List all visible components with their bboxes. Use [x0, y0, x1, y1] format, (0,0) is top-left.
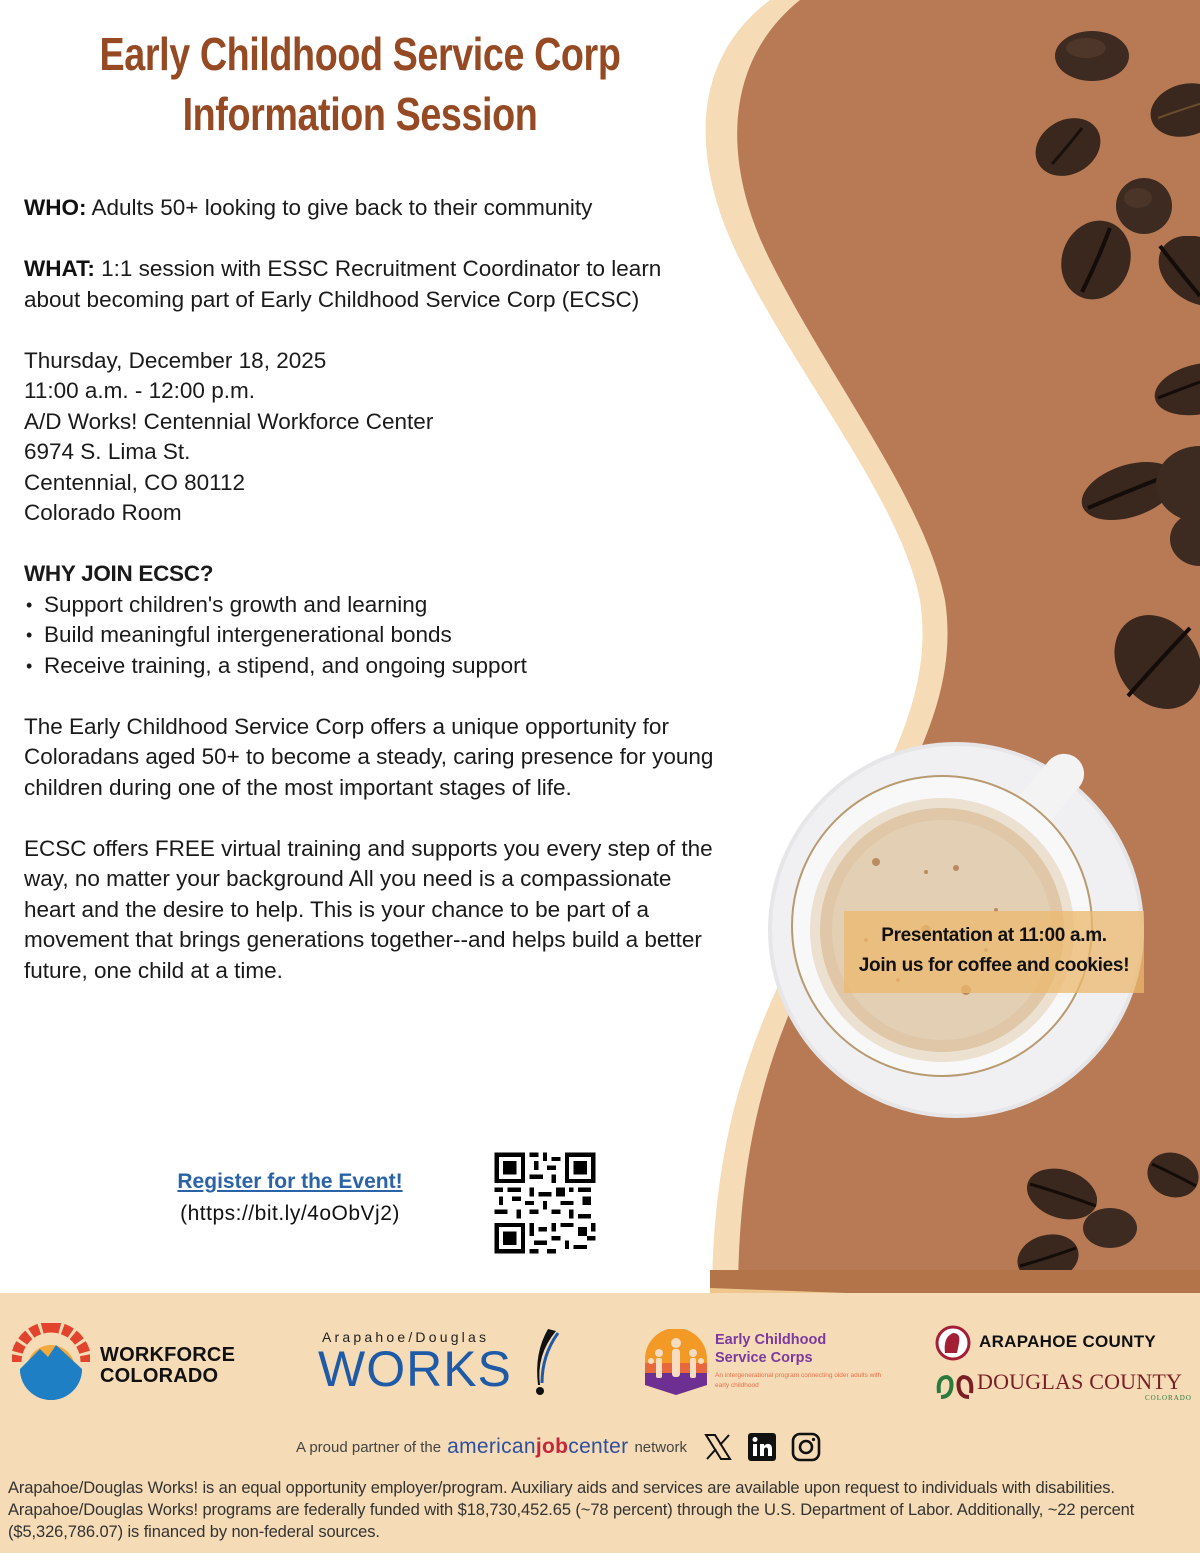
- title-line-2: Information Session: [182, 88, 538, 140]
- what-text: 1:1 session with ESSC Recruitment Coordinator to learn about becoming part of Early Childhood Service Corp (ECSC): [24, 256, 662, 312]
- children-group-icon: [643, 1329, 709, 1395]
- douglas-county-sub: COLORADO: [1145, 1394, 1192, 1402]
- why-heading: WHY JOIN ECSC?: [24, 561, 214, 586]
- coffee-bean-icon: [1152, 362, 1200, 416]
- register-url: (https://bit.ly/4oObVj2): [180, 1202, 400, 1225]
- american-job-center-logo[interactable]: [447, 1435, 628, 1459]
- coffee-bean-icon: [1168, 510, 1200, 568]
- register-block: [145, 1166, 435, 1230]
- partner-prefix: A proud partner of the: [296, 1438, 442, 1456]
- why-list: [24, 590, 724, 682]
- description-paragraph: The Early Childhood Service Corp offers a unique opportunity for Coloradans aged 50+ to become a steady, caring presence for young children during one of the most important stages of life.: [24, 713, 714, 800]
- disclaimer-text: Arapahoe/Douglas Works! is an equal opportunity employer/program. Auxiliary aids and services are available upon request to individuals with disabilities. Arapahoe/Douglas Works! programs are federally funded with $18,730,452.65 (~78 percent) through the U.S. Department of Labor. Additionally, ~22 percent ($5,326,786.07) is financed by non-federal sources.: [8, 1479, 1135, 1541]
- ecsc-tagline: An intergenerational program connecting older adults with early childhood: [715, 1372, 882, 1389]
- coffee-bean-icon: [1108, 606, 1200, 712]
- who-section: [24, 193, 724, 224]
- event-street: 6974 S. Lima St.: [24, 439, 191, 464]
- promo-line-2: Join us for coffee and cookies!: [858, 955, 1130, 976]
- ecsc-line-1: Early Childhood: [715, 1332, 827, 1348]
- arapahoe-county-text: ARAPAHOE COUNTY: [979, 1332, 1157, 1351]
- coffee-bean-icon: [1082, 1206, 1138, 1250]
- douglas-county-logo[interactable]: [935, 1365, 1192, 1405]
- promo-line-1: Presentation at 11:00 a.m.: [881, 925, 1107, 946]
- adw-main-text: WORKS: [318, 1341, 512, 1397]
- mountain-sun-icon: [12, 1323, 90, 1401]
- partner-suffix: network: [634, 1438, 687, 1456]
- douglas-county-text: DOUGLAS COUNTY: [977, 1369, 1183, 1394]
- douglas-ribbon-icon: [935, 1371, 975, 1401]
- event-city: Centennial, CO 80112: [24, 469, 245, 495]
- event-venue: A/D Works! Centennial Workforce Center: [24, 408, 434, 434]
- coffee-bean-icon: [1052, 28, 1132, 84]
- linkedin-icon[interactable]: [747, 1432, 777, 1462]
- social-links: [703, 1432, 821, 1462]
- event-details: [24, 193, 724, 986]
- workforce-line-1: WORKFORCE: [100, 1344, 236, 1366]
- description-paragraph: ECSC offers FREE virtual training and supports you every step of the way, no matter your background All you need is a compassionate heart and the desire to help. This is your chance to be part of a movement that brings generations together--and helps build a better future, one child at a time.: [24, 835, 713, 983]
- promo-banner: [844, 911, 1144, 993]
- exclamation-swoosh-icon: [530, 1325, 560, 1395]
- ajc-job: job: [535, 1435, 569, 1458]
- workforce-colorado-logo[interactable]: [12, 1323, 272, 1403]
- event-room: Colorado Room: [24, 500, 182, 525]
- workforce-line-2: COLORADO: [100, 1365, 219, 1387]
- event-date: Thursday, December 18, 2025: [24, 347, 327, 373]
- ajc-center: center: [568, 1435, 629, 1458]
- event-time: 11:00 a.m. - 12:00 p.m.: [24, 378, 255, 403]
- what-label: WHAT:: [24, 256, 95, 281]
- coffee-bean-icon: [1146, 80, 1200, 140]
- why-bullet: • Receive training, a stipend, and ongoing support: [24, 651, 724, 682]
- ecsc-logo[interactable]: [643, 1329, 883, 1399]
- who-label: WHO:: [24, 195, 87, 220]
- ecsc-line-2: Service Corps: [715, 1350, 813, 1366]
- why-bullet: • Build meaningful intergenerational bonds: [24, 620, 724, 651]
- title-line-1: Early Childhood Service Corp: [99, 28, 621, 80]
- instagram-icon[interactable]: [791, 1432, 821, 1462]
- arapahoe-county-logo[interactable]: [935, 1325, 1185, 1361]
- adw-top-text: Arapahoe/Douglas: [322, 1329, 490, 1345]
- footer: [0, 1293, 1200, 1553]
- page-title: [65, 24, 655, 144]
- register-link[interactable]: Register for the Event!: [177, 1170, 403, 1193]
- coffee-bean-icon: [1032, 116, 1104, 178]
- who-text: Adults 50+ looking to give back to their community: [86, 195, 593, 220]
- ajc-american: american: [447, 1435, 536, 1458]
- qr-code[interactable]: [490, 1148, 600, 1258]
- coffee-bean-icon: [1058, 218, 1134, 302]
- arapahoe-seal-icon: [935, 1325, 971, 1361]
- x-icon[interactable]: [703, 1432, 733, 1462]
- why-bullet: • Support children's growth and learning: [24, 590, 724, 621]
- what-section: [24, 254, 704, 315]
- partner-line: [296, 1429, 821, 1465]
- coffee-bean-icon: [1146, 1150, 1200, 1200]
- coffee-bean-icon: [1154, 236, 1200, 306]
- arapahoe-douglas-works-logo[interactable]: [318, 1329, 568, 1399]
